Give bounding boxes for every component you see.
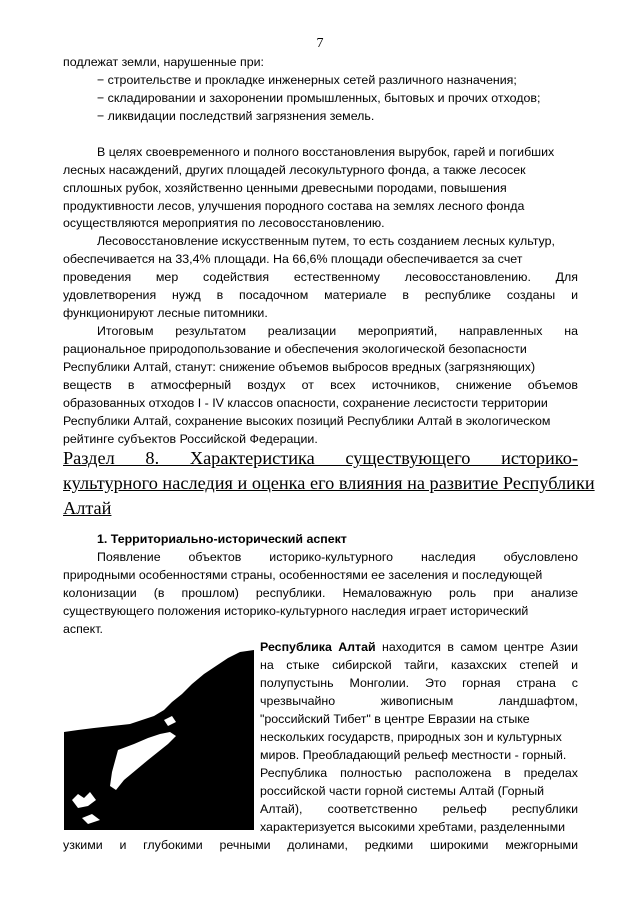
paragraph-line: на стыке сибирской тайги, казахских степей и: [260, 658, 578, 672]
paragraph-line: образованных отходов I - IV классов опасности, сохранение лесистости территории: [63, 396, 548, 410]
list-item: − строительстве и прокладке инженерных сетей различного назначения;: [97, 73, 517, 87]
paragraph-line: Итоговым результатом реализации мероприятий, направленных на: [97, 324, 578, 338]
paragraph-line: миров. Преобладающий рельеф местности - горный.: [260, 748, 567, 762]
paragraph-line: удовлетворения нужд в посадочном материале в республике созданы и: [63, 288, 578, 302]
paragraph-line: продуктивности лесов, улучшения породного состава на землях лесного фонда: [63, 199, 525, 213]
paragraph-line: российской части горной системы Алтай (Горный: [260, 784, 545, 798]
paragraph-line: чрезвычайно живописным ландшафтом,: [260, 694, 578, 708]
landscape-photo: [64, 640, 254, 830]
paragraph-line: Лесовосстановление искусственным путем, то есть созданием лесных культур,: [97, 234, 555, 248]
page-number: 7: [316, 36, 324, 51]
paragraph-line: проведения мер содействия естественному лесовосстановлению. Для: [63, 270, 578, 284]
paragraph-line: сплошных рубок, хозяйственно ценными древесными породами, повышения: [63, 181, 507, 195]
paragraph-line: полупустынь Монголии. Это горная страна с: [260, 676, 578, 690]
paragraph-line: рейтинге субъектов Российской Федерации.: [63, 432, 318, 446]
wrap-lead-line: [260, 639, 578, 655]
paragraph-line: "российский Тибет" в центре Евразии на стыке: [260, 712, 530, 726]
paragraph-line: аспект.: [63, 622, 103, 636]
paragraph-line: характеризуется высокими хребтами, разделенными: [260, 820, 566, 834]
paragraph-line: функционируют лесные питомники.: [63, 306, 268, 320]
section-heading-line: Раздел 8. Характеристика существующего историко-: [63, 448, 578, 468]
paragraph-line: Республики Алтай, сохранение высоких позиций Республики Алтай в экологическом: [63, 414, 551, 428]
paragraph-line: веществ в атмосферный воздух от всех источников, снижение объемов: [63, 378, 578, 392]
section-heading-line: Алтай: [63, 498, 112, 518]
list-item: − ликвидации последствий загрязнения земель.: [97, 109, 375, 123]
paragraph-line: обеспечивается на 33,4% площади. На 66,6% площади обеспечивается за счет: [63, 252, 523, 266]
paragraph-line: Алтай), соответственно рельеф республики: [260, 802, 578, 816]
intro-lead: подлежат земли, нарушенные при:: [63, 55, 264, 69]
paragraph-line: Республики Алтай, станут: снижение объемов выбросов вредных (загрязняющих): [63, 360, 536, 374]
paragraph-line: природными особенностями страны, особенностями ее заселения и последующей: [63, 568, 543, 582]
paragraph-line: лесных насаждений, других площадей лесокультурного фонда, а также лесосек: [63, 163, 526, 177]
subheading: 1. Территориально-исторический аспект: [97, 532, 347, 546]
paragraph-line: узкими и глубокими речными долинами, редкими широкими межгорными: [63, 838, 578, 852]
paragraph-line: Республика полностью расположена в пределах: [260, 766, 578, 780]
paragraph-line: рациональное природопользование и обеспечения экологической безопасности: [63, 342, 527, 356]
region-name: Республика Алтай: [260, 640, 376, 654]
list-item: − складировании и захоронении промышленных, бытовых и прочих отходов;: [97, 91, 541, 105]
paragraph-line: Появление объектов историко-культурного наследия обусловлено: [97, 550, 578, 564]
paragraph-line: В целях своевременного и полного восстановления вырубок, гарей и погибших: [97, 145, 555, 159]
paragraph-line: существующего положения историко-культурного наследия играет исторический: [63, 604, 529, 618]
section-heading-line: культурного наследия и оценка его влияния на развитие Республики: [63, 473, 595, 493]
paragraph-line: колонизации (в прошлом) республики. Немаловажную роль при анализе: [63, 586, 578, 600]
paragraph-line: осуществляются мероприятия по лесовосстановлению.: [63, 216, 385, 230]
paragraph-line: нескольких государств, природных зон и культурных: [260, 730, 562, 744]
wrap-lead-rest: находится в самом центре Азии: [375, 640, 578, 654]
